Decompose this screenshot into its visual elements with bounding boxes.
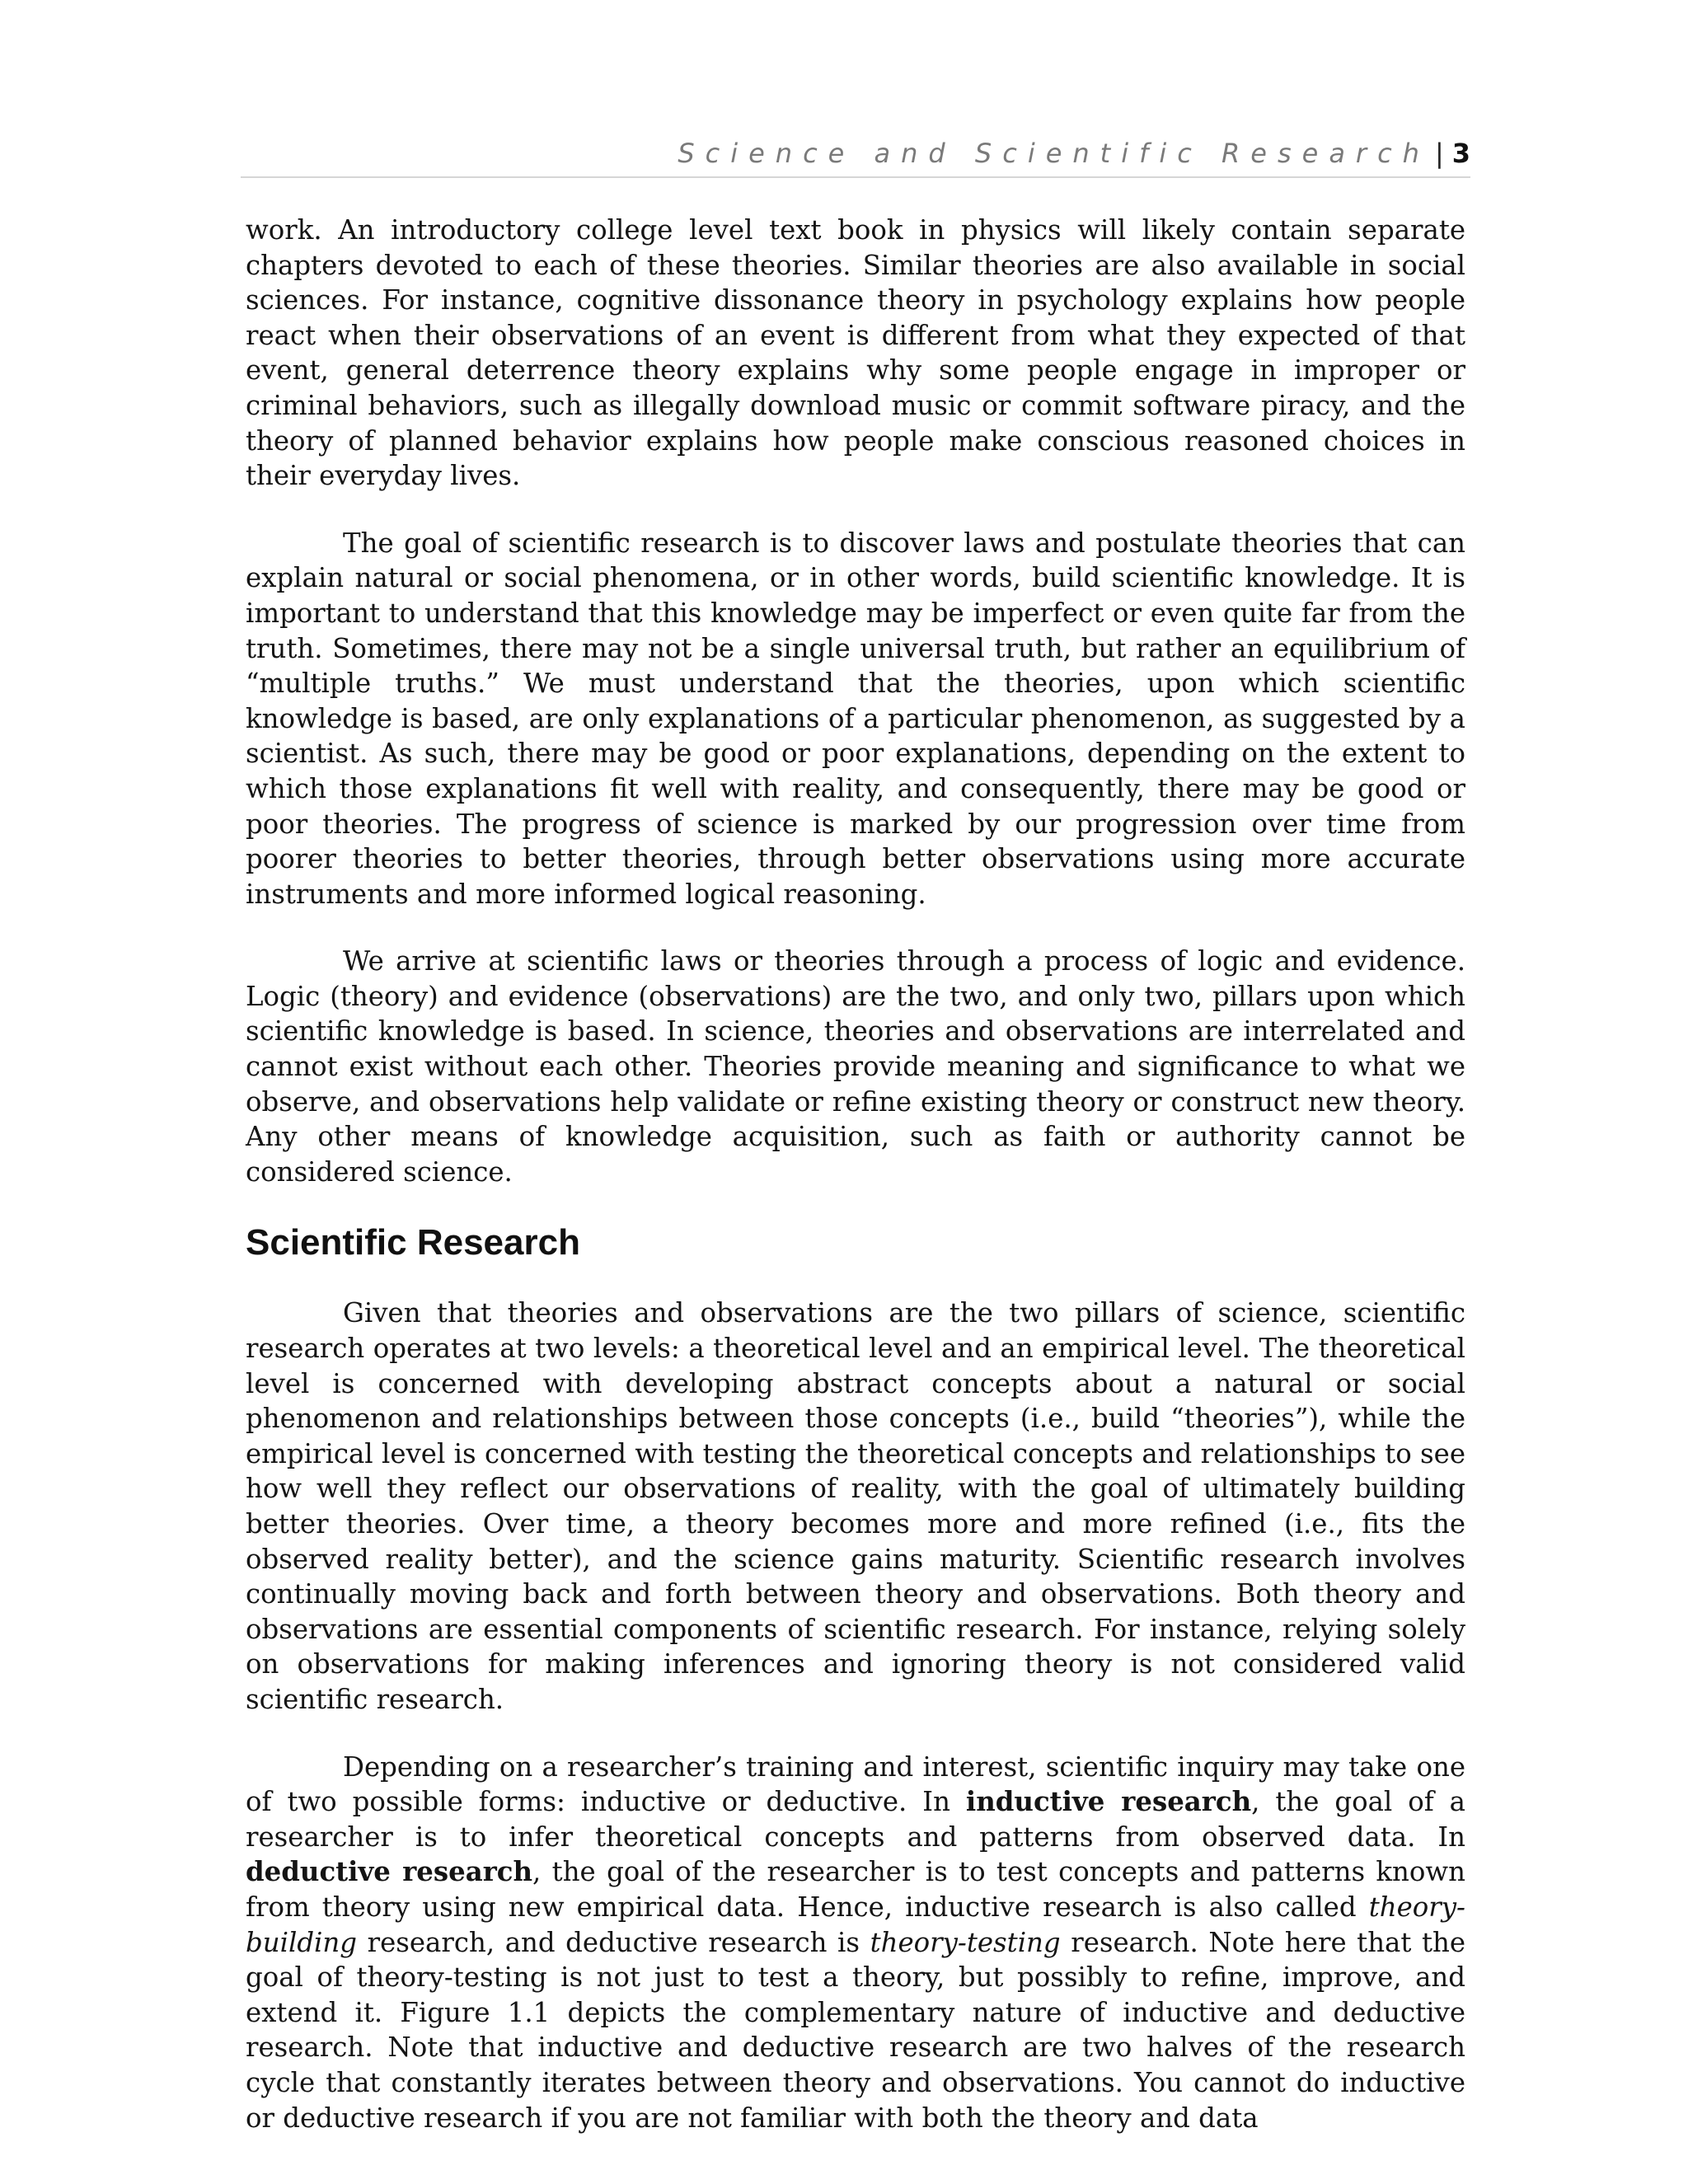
text-run: research. Note here that the goal of theory-testing is not just to test a theory, but possibly to refine, improve, and extend it. Figure 1.1 depicts the complementary nature of inductive and deductive research. Note that inductive and deductive research are two halves of the research cycle that constantly iterates between theory and observations. You cannot do inductive or deductive research if you are not familiar with both the theory and data [246,1926,1466,2134]
text-run: , the goal of a researcher is to infer theoretical concepts and patterns from observed data. In [246,1786,1465,1853]
body-text [246,213,1465,2168]
page-number: 3 [1451,138,1470,169]
header-separator: | [1434,138,1444,169]
paragraph [246,1750,1465,2136]
paragraph: The goal of scientific research is to discover laws and postulate theories that can explain natural or social phenomena, or in other words, build scientific knowledge. It is important to understand that this knowledge may be imperfect or even quite far from the truth. Sometimes, there may not be a single universal truth, but rather an equilibrium of “multiple truths.” We must understand that the theories, upon which scientific knowledge is based, are only explanations of a particular phenomenon, as suggested by a scientist. As such, there may be good or poor explanations, depending on the extent to which those explanations fit well with reality, and consequently, there may be good or poor theories. The progress of science is marked by our progression over time from poorer theories to better theories, through better observations using more accurate instruments and more informed logical reasoning. [246,527,1465,910]
section-heading: Scientific Research [246,1222,580,1263]
paragraph: We arrive at scientific laws or theories through a process of logic and evidence. Logic (theory) and evidence (observations) are the two, and only two, pillars upon which scientific knowledge is based. In science, theories and observations are interrelated and cannot exist without each other. Theories provide meaning and significance to what we observe, and observations help validate or refine existing theory or construct new theory. Any other means of knowledge acquisition, such as faith or authority cannot be considered science. [246,945,1465,1188]
paragraph: Given that theories and observations are the two pillars of science, scientific research operates at two levels: a theoretical level and an empirical level. The theoretical level is concerned with developing abstract concepts about a natural or social phenomenon and relationships between those concepts (i.e., build “theories”), while the empirical level is concerned with testing the theoretical concepts and relationships to see how well they reflect our observations of reality, with the goal of ultimately building better theories. Over time, a theory becomes more and more refined (i.e., fits the observed reality better), and the science gains maturity. Scientific research involves continually moving back and forth between theory and observations. Both theory and observations are essential components of scientific research. For instance, relying solely on observations for making inferences and ignoring theory is not considered valid scientific research. [246,1297,1465,1715]
italic-term-theory-testing: theory-testing [870,1926,1061,1958]
bold-term-deductive-research: deductive research [246,1856,533,1888]
text-run: , the goal of the researcher is to test concepts and patterns known from theory using new empirical data. Hence, inductive research is also called [246,1856,1465,1923]
italic-term-theory-building: theory-building [246,1891,1465,1958]
paragraph: work. An introductory college level text book in physics will likely contain separate chapters devoted to each of these theories. Similar theories are also available in social sciences. For instance, cognitive dissonance theory in psychology explains how people react when their observations of an event is different from what they expected of that event, general deterrence theory explains why some people engage in improper or criminal behaviors, such as illegally download music or commit software piracy, and the theory of planned behavior explains how people make conscious reasoned choices in their everyday lives. [246,214,1465,492]
text-run: research, and deductive research is [357,1926,870,1958]
header-title: Science and Scientific Research [678,138,1430,169]
text-run: Depending on a researcher’s training and interest, scientific inquiry may take one of two possible forms: inductive or deductive. In [246,1750,1465,1818]
running-header [241,124,1470,178]
running-header-text [678,137,1470,170]
bold-term-inductive-research: inductive research [965,1786,1252,1818]
